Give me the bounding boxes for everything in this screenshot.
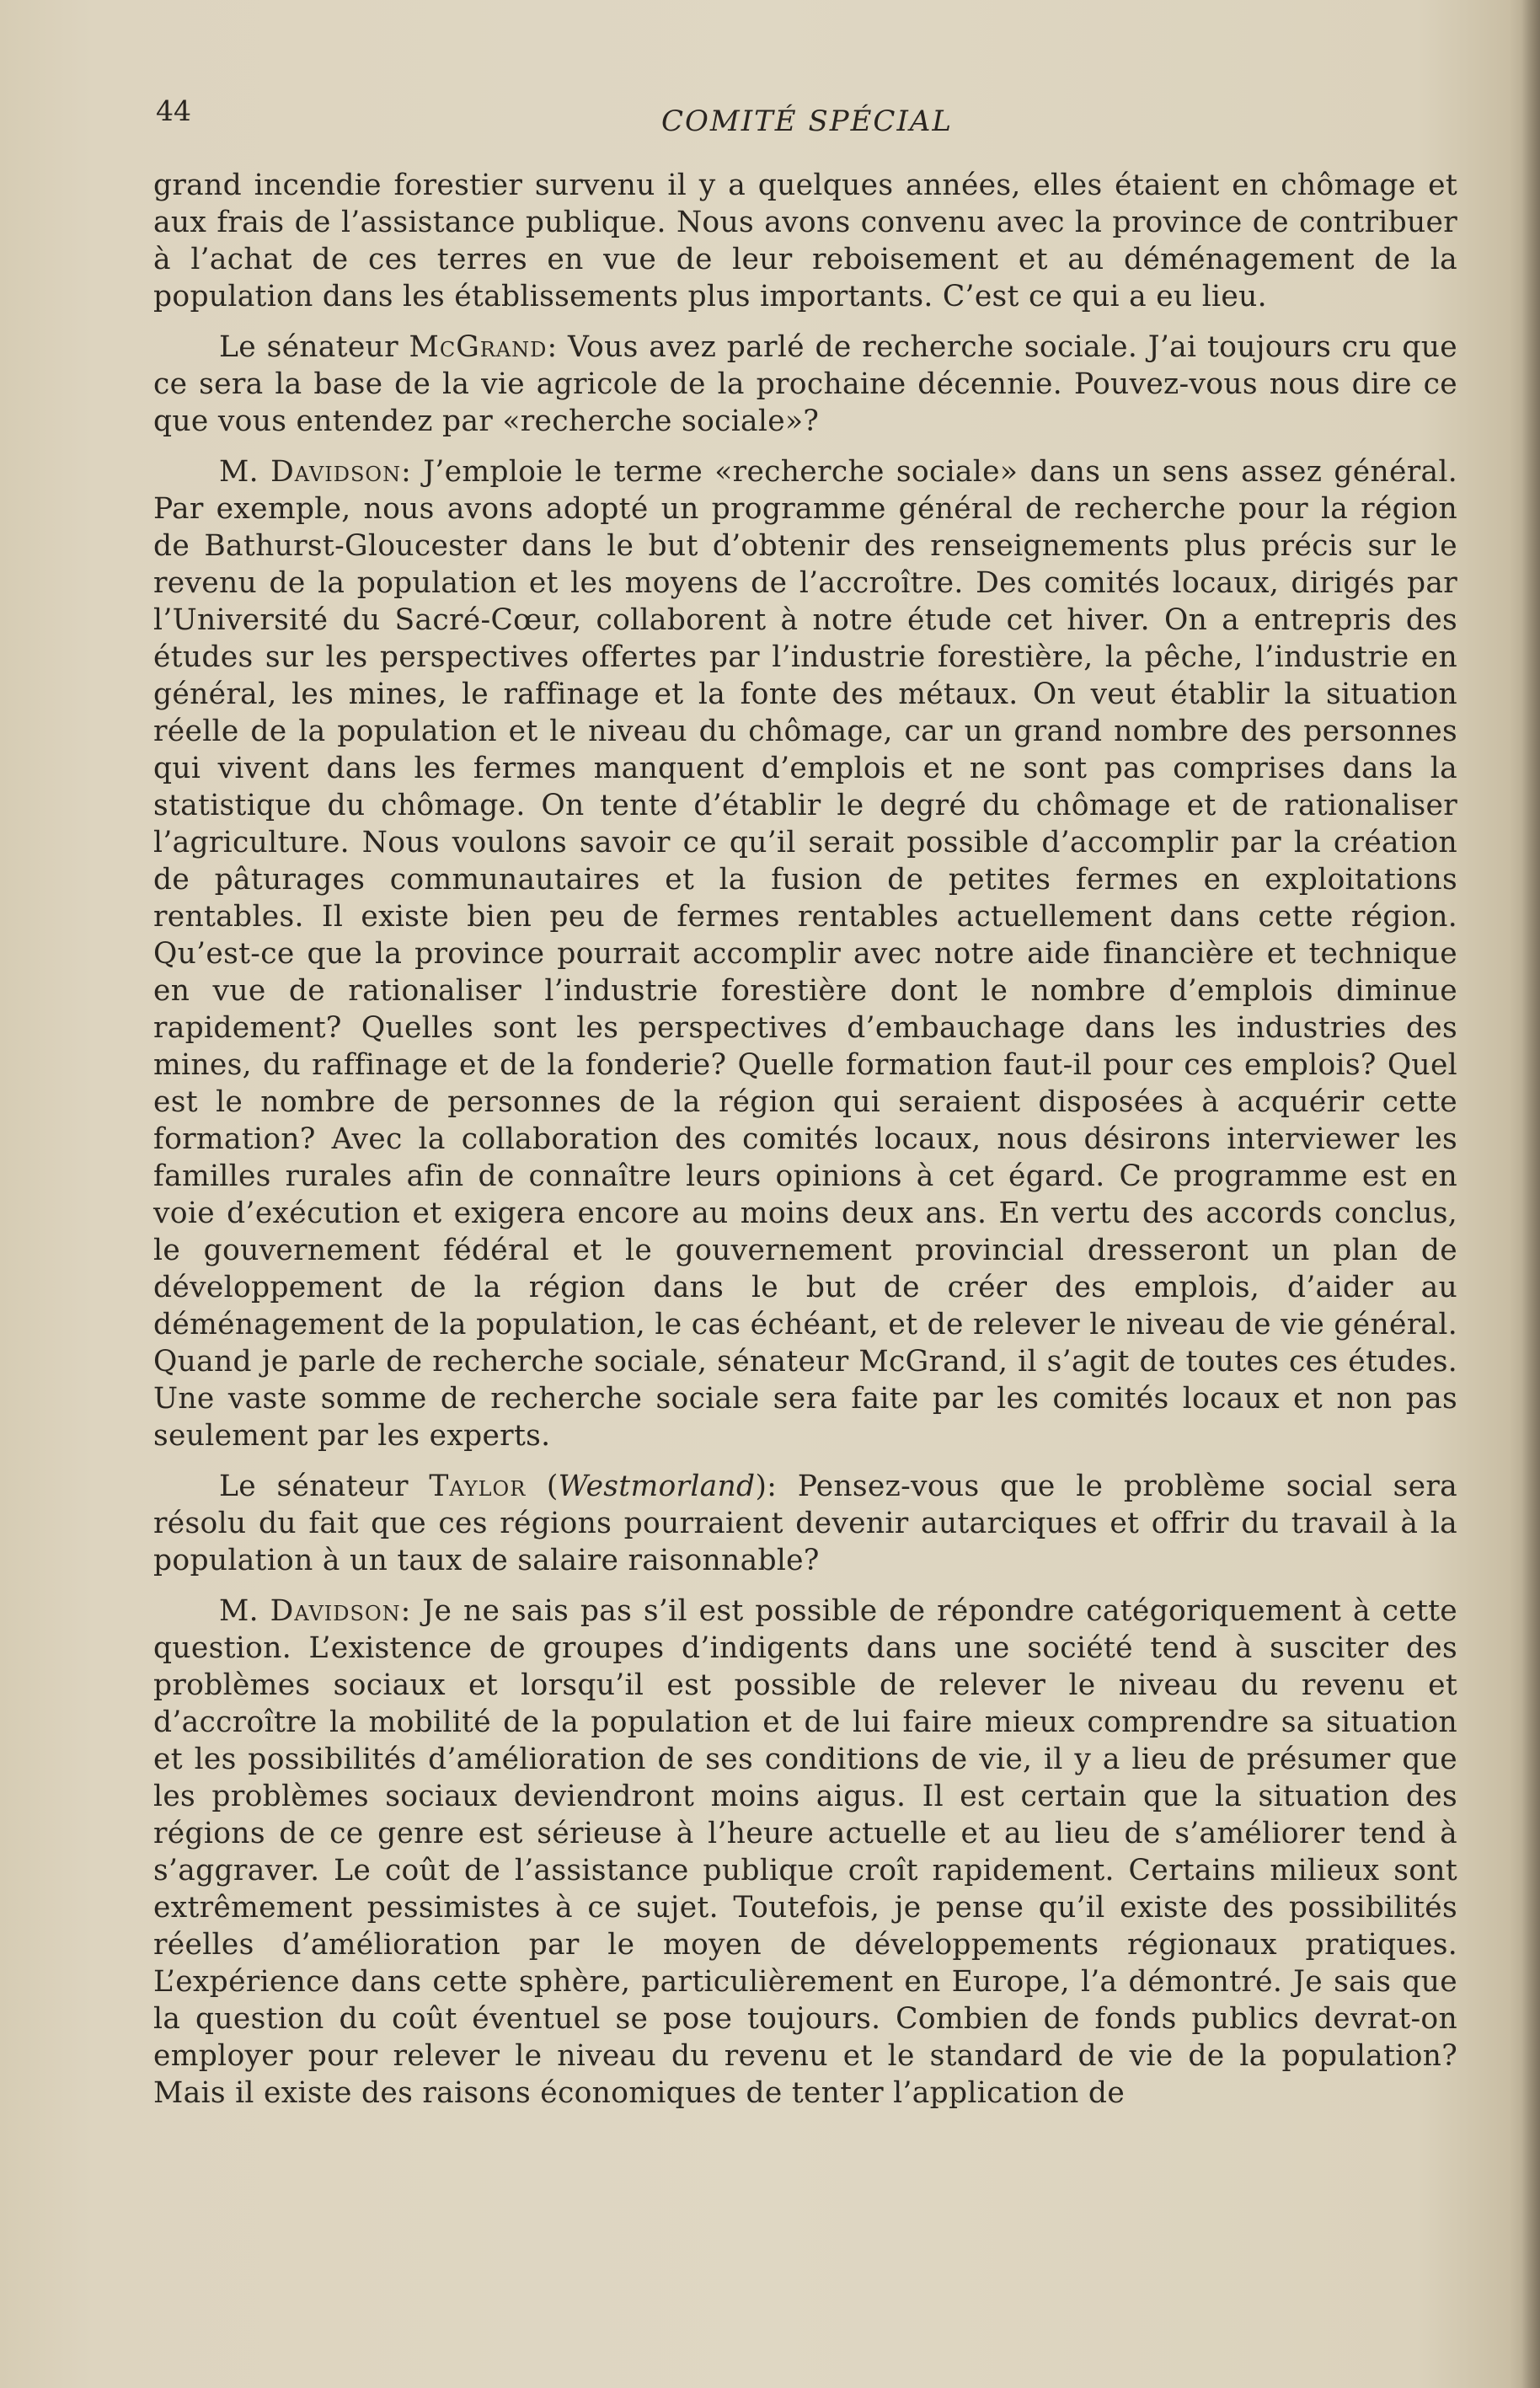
speaker-name: Davidson [270, 455, 402, 489]
paragraph-text: : Je ne sais pas s’il est possible de répondre catégoriquement à cette question. L’existence de groupes d’indigents dans une société tend à susciter des problèmes sociaux et lorsqu’il est possible de relever le niveau du revenu et d’accroître la mobilité de la population et de lui faire mieux comprendre sa situation et les possibilités d’amélioration de ses conditions de vie, il y a lieu de présumer que les problèmes sociaux deviendront moins aigus. Il est certain que la situation des régions de ce genre est sérieuse à l’heure actuelle et au lieu de s’améliorer tend à s’aggraver. Le coût de l’assistance publique croît rapidement. Certains milieux sont extrêmement pessimistes à ce sujet. Toutefois, je pense qu’il existe des possibilités réelles d’amélioration par le moyen de développements régionaux pratiques. L’expérience dans cette sphère, particulièrement en Europe, l’a démontré. Je sais que la question du coût éventuel se pose toujours. Combien de fonds publics devrat-on employer pour relever le niveau du revenu et le standard de vie de la population? Mais il existe des raisons économiques de tenter l’application de [153, 1594, 1457, 2110]
speaker-prefix: Le sénateur [219, 330, 398, 364]
speaker-prefix: M. [219, 455, 259, 489]
paragraph-text: : J’emploie le terme «recherche sociale» dans un sens assez général. Par exemple, nous avons adopté un programme général de recherche pour la région de Bathurst-Gloucester dans le but d’obtenir des renseignements plus précis sur le revenu de la population et les moyens de l’accroître. Des comités locaux, dirigés par l’Université du Sacré-Cœur, collaborent à notre étude cet hiver. On a entrepris des études sur les perspectives offertes par l’industrie forestière, la pêche, l’industrie en général, les mines, le raffinage et la fonte des métaux. On veut établir la situation réelle de la population et le niveau du chômage, car un grand nombre des personnes qui vivent dans les fermes manquent d’emplois et ne sont pas comprises dans la statistique du chômage. On tente d’établir le degré du chômage et de rationaliser l’agriculture. Nous voulons savoir ce qu’il serait possible d’accomplir par la création de pâturages communautaires et la fusion de petites fermes en exploitations rentables. Il existe bien peu de fermes rentables actuellement dans cette région. Qu’est-ce que la province pourrait accomplir avec notre aide financière et technique en vue de rationaliser l’industrie forestière dont le nombre d’emplois diminue rapidement? Quelles sont les perspectives d’embauchage dans les industries des mines, du raffinage et de la fonderie? Quelle formation faut-il pour ces emplois? Quel est le nombre de personnes de la région qui seraient disposées à acquérir cette formation? Avec la collaboration des comités locaux, nous désirons interviewer les familles rurales afin de connaître leurs opinions à cet égard. Ce programme est en voie d’exécution et exigera encore au moins deux ans. En vertu des accords conclus, le gouvernement fédéral et le gouvernement provincial dresseront un plan de développement de la région dans le but de créer des emplois, d’aider au déménagement de la population, le cas échéant, et de relever le niveau de vie général. Quand je parle de recherche sociale, sénateur McGrand, il s’agit de toutes ces études. Une vaste somme de recherche sociale sera faite par les comités locaux et non pas seulement par les experts. [153, 455, 1457, 1453]
body-text [153, 167, 1457, 2125]
speaker-prefix: Le sénateur [219, 1470, 409, 1503]
paragraph-4 [153, 1468, 1457, 1579]
speaker-prefix: M. [219, 1594, 259, 1628]
speaker-name: McGrand [409, 330, 548, 364]
running-title: COMITÉ SPÉCIAL [661, 104, 954, 138]
speaker-constituency: Westmorland [558, 1470, 756, 1503]
speaker-name: Davidson [270, 1594, 401, 1628]
open-paren: ( [546, 1470, 559, 1503]
paragraph-text: grand incendie forestier survenu il y a quelques années, elles étaient en chômage et aux frais de l’assistance publique. Nous avons convenu avec la province de contribuer à l’achat de ces terres en vue de leur reboisement et au déménagement de la population dans les établissements plus importants. C’est ce qui a eu lieu. [153, 169, 1457, 313]
speaker-name: Taylor [429, 1470, 527, 1503]
paragraph-5 [153, 1593, 1457, 2112]
paragraph-3 [153, 453, 1457, 1454]
paragraph-text: : Vous avez parlé de recherche sociale. J’ai toujours cru que ce sera la base de la vie agricole de la prochaine décennie. Pouvez-vous nous dire ce que vous entendez par «recherche sociale»? [153, 330, 1457, 438]
running-header [156, 94, 1453, 145]
paragraph-text: ): Pensez-vous que le problème social sera résolu du fait que ces régions pourraient devenir autarciques et offrir du travail à la population à un taux de salaire raisonnable? [153, 1470, 1457, 1577]
paragraph-1 [153, 167, 1457, 315]
page-number: 44 [156, 94, 191, 127]
paragraph-2 [153, 329, 1457, 440]
